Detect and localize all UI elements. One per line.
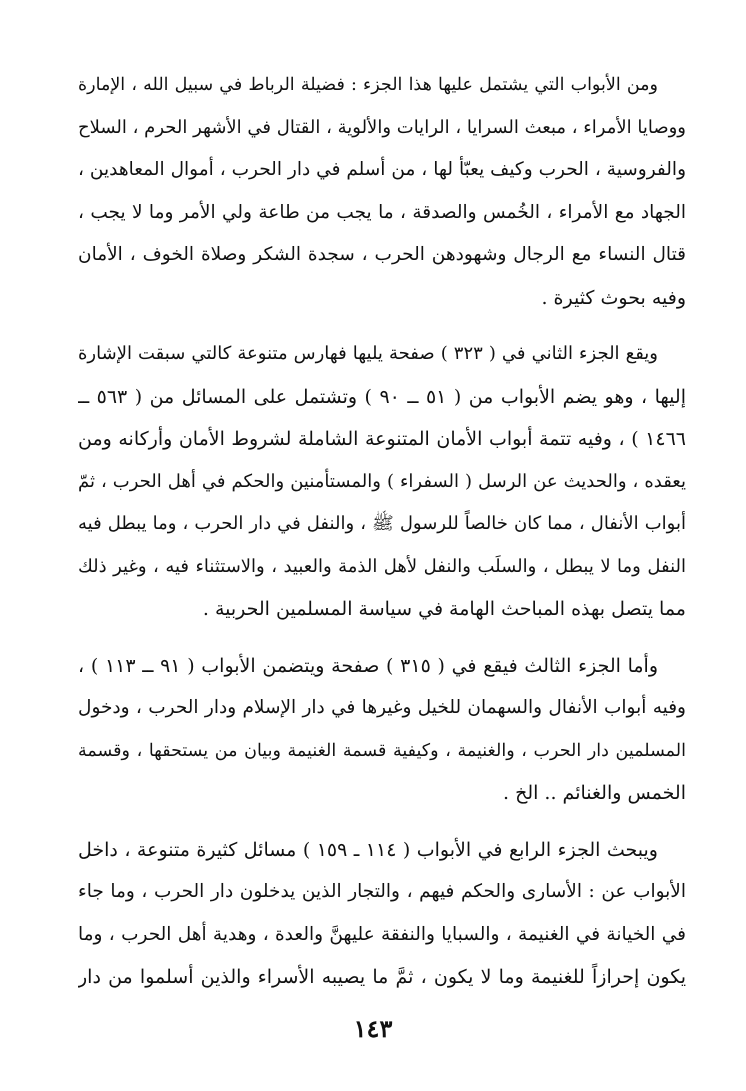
text-line: وفيه بحوث كثيرة . (541, 286, 686, 309)
text-line: يعقده ، والحديث عن الرسل ( السفراء ) والمستأمنين والحكم في أهل الحرب ، ثمّ (78, 470, 686, 492)
text-line: الخمس والغنائم .. الخ . (502, 782, 686, 804)
text-line: في الخيانة في الغنيمة ، والسبايا والنفقة عليهنَّ والعدة ، وهدية أهل الحرب ، وما (78, 923, 686, 945)
paragraph-1 (78, 64, 686, 319)
text-line: وأما الجزء الثالث فيقع في ( ٣١٥ ) صفحة ويتضمن الأبواب ( ٩١ ــ ١١٣ ) ، (78, 654, 659, 677)
main-text (78, 64, 686, 1013)
page-number: ١٤٣ (353, 1014, 393, 1043)
text-line: ومن الأبواب التي يشتمل عليها هذا الجزء : فضيلة الرباط في سبيل الله ، الإمارة (78, 75, 658, 95)
text-line: إليها ، وهو يضم الأبواب من ( ٥١ ــ ٩٠ ) وتشتمل على المسائل من ( ٥٦٣ ــ (78, 385, 686, 408)
text-line: الجهاد مع الأمراء ، الخُمس والصدقة ، ما يجب من طاعة ولي الأمر وما لا يجب ، (78, 201, 686, 223)
text-line: ووصايا الأمراء ، مبعث السرايا ، الرايات والألوية ، القتال في الأشهر الحرم ، السلاح (78, 116, 686, 138)
text-line: النفل وما لا يبطل ، والسلَب والنفل لأهل الذمة والعبيد ، والاستثناء فيه ، وغير ذلك (78, 555, 686, 577)
text-line: قتال النساء مع الرجال وشهودهن الحرب ، سجدة الشكر وصلاة الخوف ، الأمان (78, 244, 686, 265)
text-line: الأبواب عن : الأسارى والحكم فيهم ، والتجار الذين يدخلون دار الحرب ، وما جاء (78, 881, 686, 902)
text-line: ١٤٦٦ ) ، وفيه تتمة أبواب الأمان المتنوعة الشاملة لشروط الأمان وأركانه ومن (78, 428, 686, 450)
text-line: يكون إحرازاً للغنيمة وما لا يكون ، ثمَّ ما يصيبه الأسراء والذين أسلموا من دار (78, 966, 686, 988)
paragraph-2 (78, 333, 686, 631)
text-line: والفروسية ، الحرب وكيف يعبّأ لها ، من أسلم في دار الحرب ، أموال المعاهدين ، (78, 159, 686, 180)
text-line: ويبحث الجزء الرابع في الأبواب ( ١١٤ ـ ١٥٩ ) مسائل كثيرة متنوعة ، داخل (78, 838, 658, 861)
paragraph-4 (78, 829, 686, 999)
paragraph-3 (78, 645, 686, 815)
text-line: المسلمين دار الحرب ، والغنيمة ، وكيفية قسمة الغنيمة وبيان من يستحقها ، وقسمة (78, 740, 686, 761)
text-line: مما يتصل بهذه المباحث الهامة في سياسة المسلمين الحربية . (202, 598, 686, 620)
text-line: وفيه أبواب الأنفال والسهمان للخيل وغيرها في دار الإسلام ودار الحرب ، ودخول (78, 697, 686, 718)
text-line: أبواب الأنفال ، مما كان خالصاً للرسول ﷺ ، والنفل في دار الحرب ، وما يبطل فيه (78, 513, 686, 534)
text-line: ويقع الجزء الثاني في ( ٣٢٣ ) صفحة يليها فهارس متنوعة كالتي سبقت الإشارة (78, 343, 659, 364)
